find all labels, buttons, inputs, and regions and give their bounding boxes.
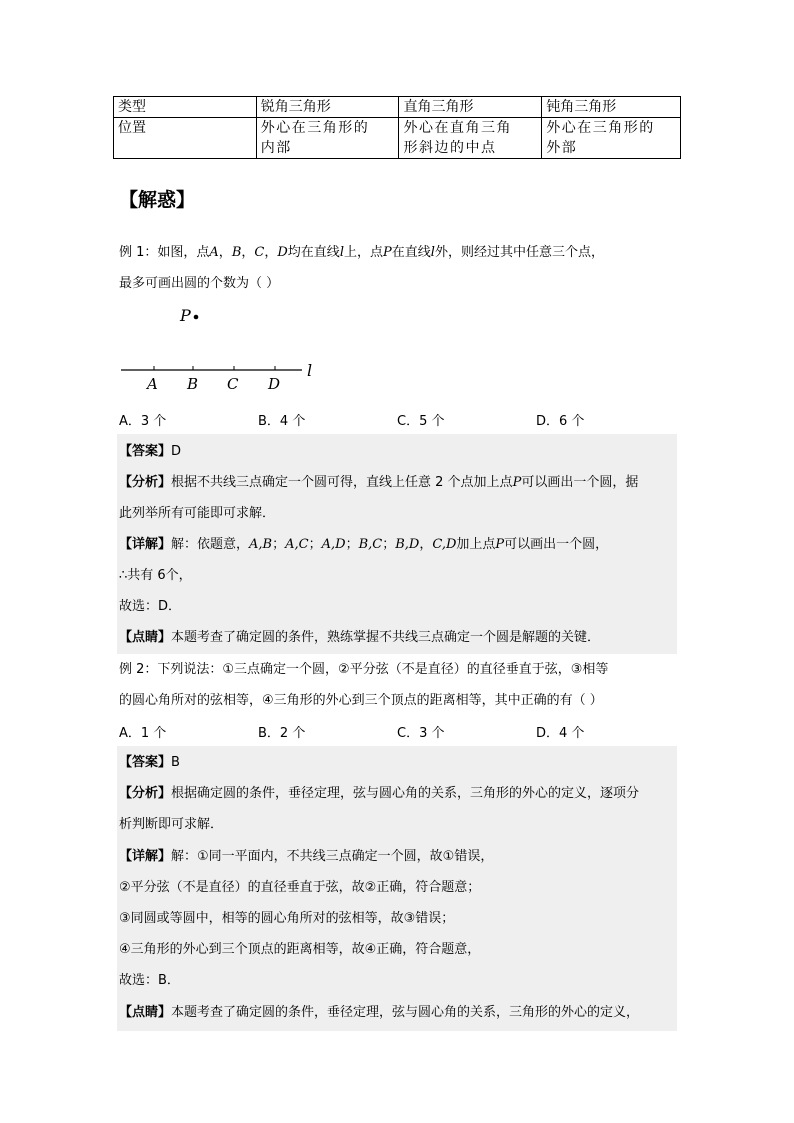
text: 解：依题意，: [171, 537, 250, 552]
figure-label-d: D: [268, 375, 281, 393]
table-cell: [542, 118, 681, 159]
point-p-dot: [194, 315, 199, 320]
ex1-analysis-line1: [119, 467, 679, 498]
section-heading: 【解惑】: [119, 189, 196, 211]
table-row: [114, 118, 681, 159]
analysis-tag: 【分析】: [119, 786, 172, 801]
cell-line: 外部: [546, 140, 578, 156]
cell-line: 外心在直角三角: [403, 120, 512, 136]
point-p: P: [495, 537, 505, 552]
table-cell: 类型: [114, 97, 257, 118]
detail-tag: 【详解】: [119, 849, 172, 864]
text: 例 1：如图，点: [119, 245, 210, 260]
cell-line: 外心在三角形的: [260, 120, 370, 136]
analysis-tag: 【分析】: [119, 475, 172, 490]
figure-label-l: l: [307, 361, 313, 380]
figure-label-p: P: [180, 306, 191, 325]
point-b: B: [231, 245, 242, 260]
ex2-option-d: D．4 个: [536, 726, 585, 741]
figure-label-b: B: [187, 375, 199, 393]
table-header-row: [114, 97, 681, 118]
pair: A,B: [249, 537, 273, 552]
ex2-choose: 故选：B．: [119, 973, 180, 988]
text: 可以画出一个圆，: [504, 537, 609, 552]
ex1-option-c: C．5 个: [397, 414, 445, 429]
figure-label-a: A: [147, 375, 158, 393]
table-cell: 位置: [114, 118, 257, 159]
text: 在直线: [391, 245, 431, 260]
ex1-option-d: D．6 个: [536, 414, 585, 429]
cell-line: 外心在三角形的: [546, 120, 655, 136]
line-l: l: [339, 245, 344, 260]
ex2-detail-line2: ②平分弦（不是直径）的直径垂直于弦，故②正确，符合题意；: [119, 880, 481, 895]
pair: C,D: [432, 537, 457, 552]
detail-tag: 【详解】: [119, 537, 172, 552]
ex2-question-line1: 例 2：下列说法：①三点确定一个圆，②平分弦（不是直径）的直径垂直于弦，③相等: [119, 662, 609, 677]
ex2-detail-line3: ③同圆或等圆中，相等的圆心角所对的弦相等，故③错误；: [119, 911, 455, 926]
ex2-analysis-line2: 析判断即可求解．: [119, 817, 224, 832]
tip-tag: 【点睛】: [119, 1005, 172, 1020]
ex2-detail-line4: ④三角形的外心到三个顶点的距离相等，故④正确，符合题意，: [119, 942, 481, 957]
figure-label-c: C: [227, 375, 239, 393]
ex1-tip: [119, 622, 679, 653]
ex2-option-b: B．2 个: [258, 726, 306, 741]
answer-value: D: [171, 444, 182, 459]
ex2-option-a: A．1 个: [119, 726, 167, 741]
pair: B,D: [395, 537, 420, 552]
point-d: D: [277, 245, 288, 260]
text: 根据不共线三点确定一个圆可得，直线上任意 2 个点加上点: [171, 475, 513, 490]
tip-tag: 【点睛】: [119, 630, 172, 645]
answer-tag: 【答案】: [119, 755, 172, 770]
line-points-figure: [116, 300, 336, 395]
ex1-detail-line1: 【详解】解：依题意，A,B；A,C；A,D；B,C；B,D，C,D加上点P可以画出一个圆，: [119, 537, 609, 552]
answer-value: B: [171, 755, 180, 770]
ex1-answer: [119, 436, 679, 467]
ex1-question-line1: 例 1：如图，点A，B，C，D均在直线l上，点P在直线l外，则经过其中任意三个点，: [119, 245, 604, 260]
text: 解：①同一平面内，不共线三点确定一个圆，故①错误，: [171, 849, 494, 864]
text: 加上点: [456, 537, 496, 552]
point-a: A: [209, 245, 219, 260]
table-cell: 直角三角形: [399, 97, 542, 118]
pair: A,C: [285, 537, 309, 552]
answer-tag: 【答案】: [119, 444, 172, 459]
point-p: P: [512, 475, 522, 490]
pair: B,C: [358, 537, 383, 552]
ex1-choose: 故选：D．: [119, 599, 182, 614]
text: 外，则经过其中任意三个点，: [434, 245, 604, 260]
ex1-option-a: A．3 个: [119, 414, 167, 429]
text: 本题考查了确定圆的条件，垂径定理，弦与圆心角的关系，三角形的外心的定义，: [171, 1005, 640, 1020]
line-l: l: [430, 245, 435, 260]
pair: A,D: [321, 537, 346, 552]
table-cell: 钝角三角形: [542, 97, 681, 118]
text: 可以画出一个圆，据: [521, 475, 639, 490]
ex2-tip: [119, 997, 679, 1028]
ex2-analysis-line1: [119, 778, 679, 809]
ex1-detail-line2: ∴共有 6个，: [119, 568, 192, 583]
cell-line: 形斜边的中点: [403, 140, 497, 156]
ex2-option-c: C．3 个: [397, 726, 445, 741]
ex2-detail-line1: [119, 841, 679, 872]
ex2-answer: [119, 747, 679, 778]
circumcenter-table: [113, 96, 681, 159]
text: 本题考查了确定圆的条件，熟练掌握不共线三点确定一个圆是解题的关键．: [171, 630, 601, 645]
ex1-option-b: B．4 个: [258, 414, 306, 429]
table-cell: [256, 118, 399, 159]
point-c: C: [254, 245, 265, 260]
text: 根据确定圆的条件，垂径定理，弦与圆心角的关系，三角形的外心的定义，逐项分: [171, 786, 640, 801]
cell-line: 内部: [260, 140, 292, 156]
ex1-question-line2: 最多可画出圆的个数为（ ）: [119, 276, 280, 291]
table-cell: 锐角三角形: [256, 97, 399, 118]
text: 均在直线: [287, 245, 340, 260]
table-cell: [399, 118, 542, 159]
point-p: P: [383, 245, 392, 260]
ex1-analysis-line2: 此列举所有可能即可求解．: [119, 506, 276, 521]
text: 上，点: [343, 245, 383, 260]
ex2-question-line2: 的圆心角所对的弦相等，④三角形的外心到三个顶点的距离相等，其中正确的有（ ）: [119, 693, 603, 708]
